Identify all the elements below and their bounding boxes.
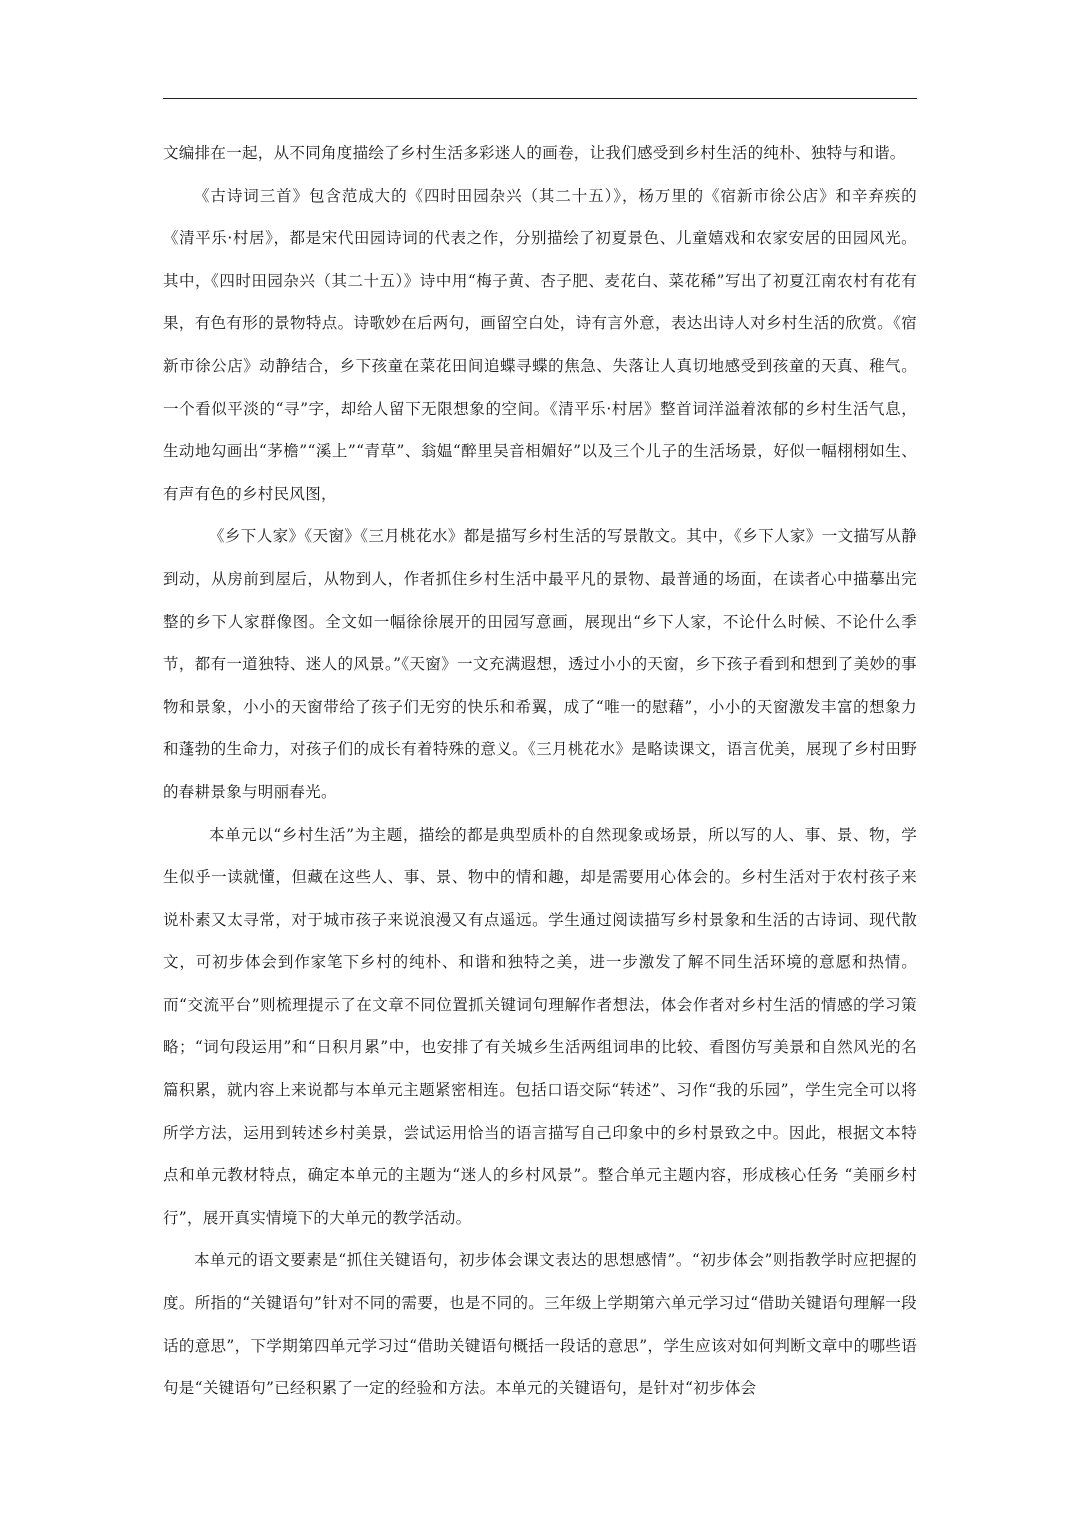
paragraph-2: 《古诗词三首》包含范成大的《四时田园杂兴（其二十五）》，杨万里的《宿新市徐公店》和辛弃疾的《清平乐·村居》，都是宋代田园诗词的代表之作，分别描绘了初夏景色、儿童嬉戏和农家安居的田园风光。其中，《四时田园杂兴（其二十五）》诗中用“梅子黄、杏子肥、麦花白、菜花稀”写出了初夏江南农村有花有果，有色有形的景物特点。诗歌妙在后两句，画留空白处，诗有言外意，表达出诗人对乡村生活的欣赏。《宿新市徐公店》动静结合，乡下孩童在菜花田间追蝶寻蝶的焦急、失落让人真切地感受到孩童的天真、稚气。一个看似平淡的“寻”字，却给人留下无限想象的空间。《清平乐·村居》整首词洋溢着浓郁的乡村生活气息，生动地勾画出“茅檐”“溪上”“青草”、翁媪“醉里吴音相媚好”以及三个儿子的生活场景，好似一幅栩栩如生、有声有色的乡村民风图，	[163, 186, 917, 503]
paragraph-4: 本单元以“乡村生活”为主题，描绘的都是典型质朴的自然现象或场景，所以写的人、事、景、物，学生似乎一读就懂，但藏在这些人、事、景、物中的情和趣，却是需要用心体会的。乡村生活对于农村孩子来说朴素又太寻常，对于城市孩子来说浪漫又有点遥远。学生通过阅读描写乡村景象和生活的古诗词、现代散文，可初步体会到作家笔下乡村的纯朴、和谐和独特之美，进一步激发了解不同生活环境的意愿和热情。而“交流平台”则梳理提示了在文章不同位置抓关键词句理解作者想法，体会作者对乡村生活的情感的学习策略；“词句段运用”和“日积月累”中，也安排了有关城乡生活两组词串的比较、看图仿写美景和自然风光的名篇积累，就内容上来说都与本单元主题紧密相连。包括口语交际“转述”、习作“我的乐园”，学生完全可以将所学方法，运用到转述乡村美景，尝试运用恰当的语言描写自己印象中的乡村景致之中。因此，根据文本特点和单元教材特点，确定本单元的主题为“迷人的乡村风景”。整合单元主题内容，形成核心任务 “美丽乡村行”，展开真实情境下的大单元的教学活动。	[163, 825, 917, 1227]
paragraph-5: 本单元的语文要素是“抓住关键语句，初步体会课文表达的思想感情”。“初步体会”则指教学时应把握的度。所指的“关键语句”针对不同的需要，也是不同的。三年级上学期第六单元学习过“借助关键语句理解一段话的意思”，下学期第四单元学习过“借助关键语句概括一段话的意思”，学生应该对如何判断文章中的哪些语句是“关键语句”已经积累了一定的经验和方法。本单元的关键语句，是针对“初步体会	[163, 1251, 917, 1398]
header-rule	[163, 98, 917, 99]
paragraph-1: 文编排在一起，从不同角度描绘了乡村生活多彩迷人的画卷，让我们感受到乡村生活的纯朴、独特与和谐。	[163, 144, 906, 162]
document-body	[163, 132, 917, 1410]
paragraph-3: 《乡下人家》《天窗》《三月桃花水》都是描写乡村生活的写景散文。其中，《乡下人家》一文描写从静到动，从房前到屋后，从物到人，作者抓住乡村生活中最平凡的景物、最普通的场面，在读者心中描摹出完整的乡下人家群像图。全文如一幅徐徐展开的田园写意画，展现出“乡下人家，不论什么时候、不论什么季节，都有一道独特、迷人的风景。”《天窗》一文充满遐想，透过小小的天窗，乡下孩子看到和想到了美妙的事物和景象，小小的天窗带给了孩子们无穷的快乐和希翼，成了“唯一的慰藉”，小小的天窗激发丰富的想象力和蓬勃的生命力，对孩子们的成长有着特殊的意义。《三月桃花水》是略读课文，语言优美，展现了乡村田野的春耕景象与明丽春光。	[163, 527, 917, 801]
